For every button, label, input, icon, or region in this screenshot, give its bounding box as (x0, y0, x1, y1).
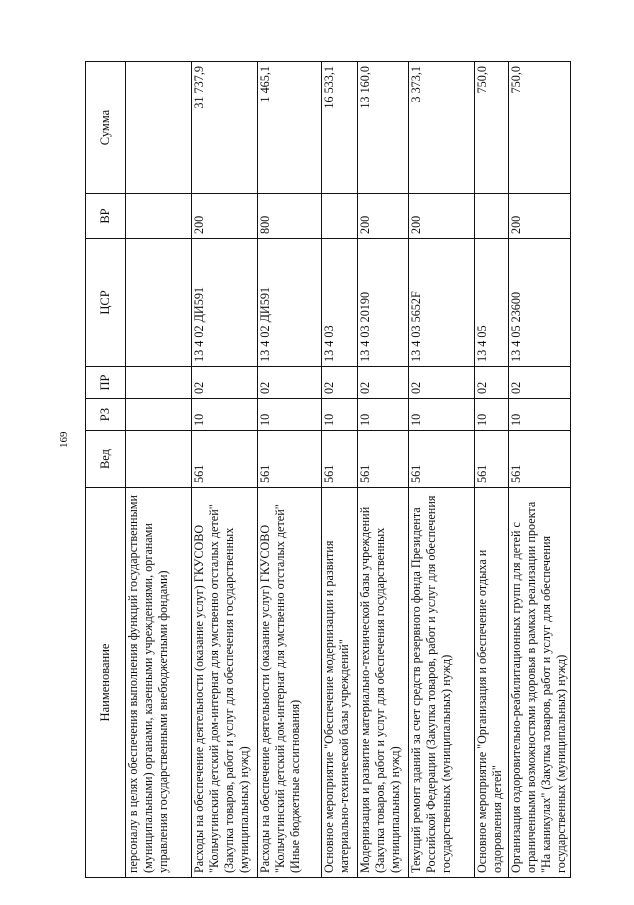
header-csr: ЦСР (86, 239, 126, 367)
cell-ved: 561 (509, 431, 571, 488)
cell-sum: 13 160,0 (358, 62, 409, 194)
cell-csr (126, 239, 192, 367)
table-row (192, 62, 258, 878)
page-number: 169 (58, 431, 70, 448)
cell-pr: 02 (258, 367, 322, 399)
cell-pr (126, 367, 192, 399)
cell-vr: 200 (192, 194, 258, 239)
cell-csr: 13 4 05 23600 (509, 239, 571, 367)
cell-csr: 13 4 03 (322, 239, 358, 367)
page-body (85, 62, 569, 878)
cell-ved: 561 (258, 431, 322, 488)
header-name: Наименование (86, 488, 126, 878)
header-vr: ВР (86, 194, 126, 239)
table-row (126, 62, 192, 878)
cell-rz: 10 (509, 399, 571, 431)
cell-vr: 200 (358, 194, 409, 239)
cell-sum: 750,0 (475, 62, 509, 194)
table-row (409, 62, 475, 878)
cell-rz: 10 (192, 399, 258, 431)
cell-sum (126, 62, 192, 194)
cell-name: Текущий ремонт зданий за счет средств резервного фонда Президента Российской Федерации (Закупка товаров, работ и услуг для обеспечения государственных (муниципальных) нужд) (409, 488, 475, 878)
cell-pr: 02 (358, 367, 409, 399)
cell-pr: 02 (322, 367, 358, 399)
cell-csr: 13 4 03 20190 (358, 239, 409, 367)
cell-rz (126, 399, 192, 431)
cell-name: Основное мероприятие "Организация и обеспечение отдыха и оздоровления детей" (475, 488, 509, 878)
budget-table (85, 61, 571, 878)
cell-vr: 800 (258, 194, 322, 239)
cell-ved: 561 (192, 431, 258, 488)
cell-rz: 10 (322, 399, 358, 431)
cell-vr (475, 194, 509, 239)
table-row (509, 62, 571, 878)
cell-name: персоналу в целях обеспечения выполнения функций государственными (муниципальными) органами, казенными учреждениями, органами управления государственными внебюджетными фондами) (126, 488, 192, 878)
cell-rz: 10 (409, 399, 475, 431)
cell-rz: 10 (258, 399, 322, 431)
cell-name: Расходы на обеспечение деятельности (оказание услуг) ГКУСОВО "Кольчугинский детский дом-интернат для умственно отсталых детей" (Иные бюджетные ассигнования) (258, 488, 322, 878)
cell-sum: 750,0 (509, 62, 571, 194)
cell-sum: 16 533,1 (322, 62, 358, 194)
table-row (475, 62, 509, 878)
cell-pr: 02 (475, 367, 509, 399)
table-row (258, 62, 322, 878)
cell-ved: 561 (358, 431, 409, 488)
cell-vr (126, 194, 192, 239)
table-row (322, 62, 358, 878)
cell-sum: 31 737,9 (192, 62, 258, 194)
cell-pr: 02 (509, 367, 571, 399)
cell-pr: 02 (409, 367, 475, 399)
cell-rz: 10 (475, 399, 509, 431)
cell-ved: 561 (409, 431, 475, 488)
cell-csr: 13 4 03 5652F (409, 239, 475, 367)
cell-vr: 200 (409, 194, 475, 239)
cell-name: Расходы на обеспечение деятельности (оказание услуг) ГКУСОВО "Кольчугинский детский дом-интернат для умственно отсталых детей" (Закупка товаров, работ и услуг для обеспечения государственных (муниципальных) нужд) (192, 488, 258, 878)
cell-vr (322, 194, 358, 239)
header-rz: РЗ (86, 399, 126, 431)
cell-csr: 13 4 02 ДИ591 (192, 239, 258, 367)
header-row (86, 62, 126, 878)
cell-name: Организация оздоровительно-реабилитационных групп для детей с ограниченными возможностями здоровья в рамках реализации проекта "На каникулах" (Закупка товаров, работ и услуг для обеспечения государственных (муниципальных) нужд) (509, 488, 571, 878)
header-sum: Сумма (86, 62, 126, 194)
cell-ved: 561 (322, 431, 358, 488)
cell-csr: 13 4 02 ДИ591 (258, 239, 322, 367)
cell-sum: 1 465,1 (258, 62, 322, 194)
cell-ved (126, 431, 192, 488)
cell-name: Основное мероприятие "Обеспечение модернизации и развития материально-технической базы учреждений" (322, 488, 358, 878)
rotated-table-wrapper (85, 62, 569, 878)
header-pr: ПР (86, 367, 126, 399)
table-row (358, 62, 409, 878)
cell-pr: 02 (192, 367, 258, 399)
header-ved: Вед (86, 431, 126, 488)
cell-ved: 561 (475, 431, 509, 488)
cell-csr: 13 4 05 (475, 239, 509, 367)
cell-vr: 200 (509, 194, 571, 239)
cell-name: Модернизация и развитие материально-технической базы учреждений (Закупка товаров, работ и услуг для обеспечения государственных (муниципальных) нужд) (358, 488, 409, 878)
cell-sum: 3 373,1 (409, 62, 475, 194)
cell-rz: 10 (358, 399, 409, 431)
